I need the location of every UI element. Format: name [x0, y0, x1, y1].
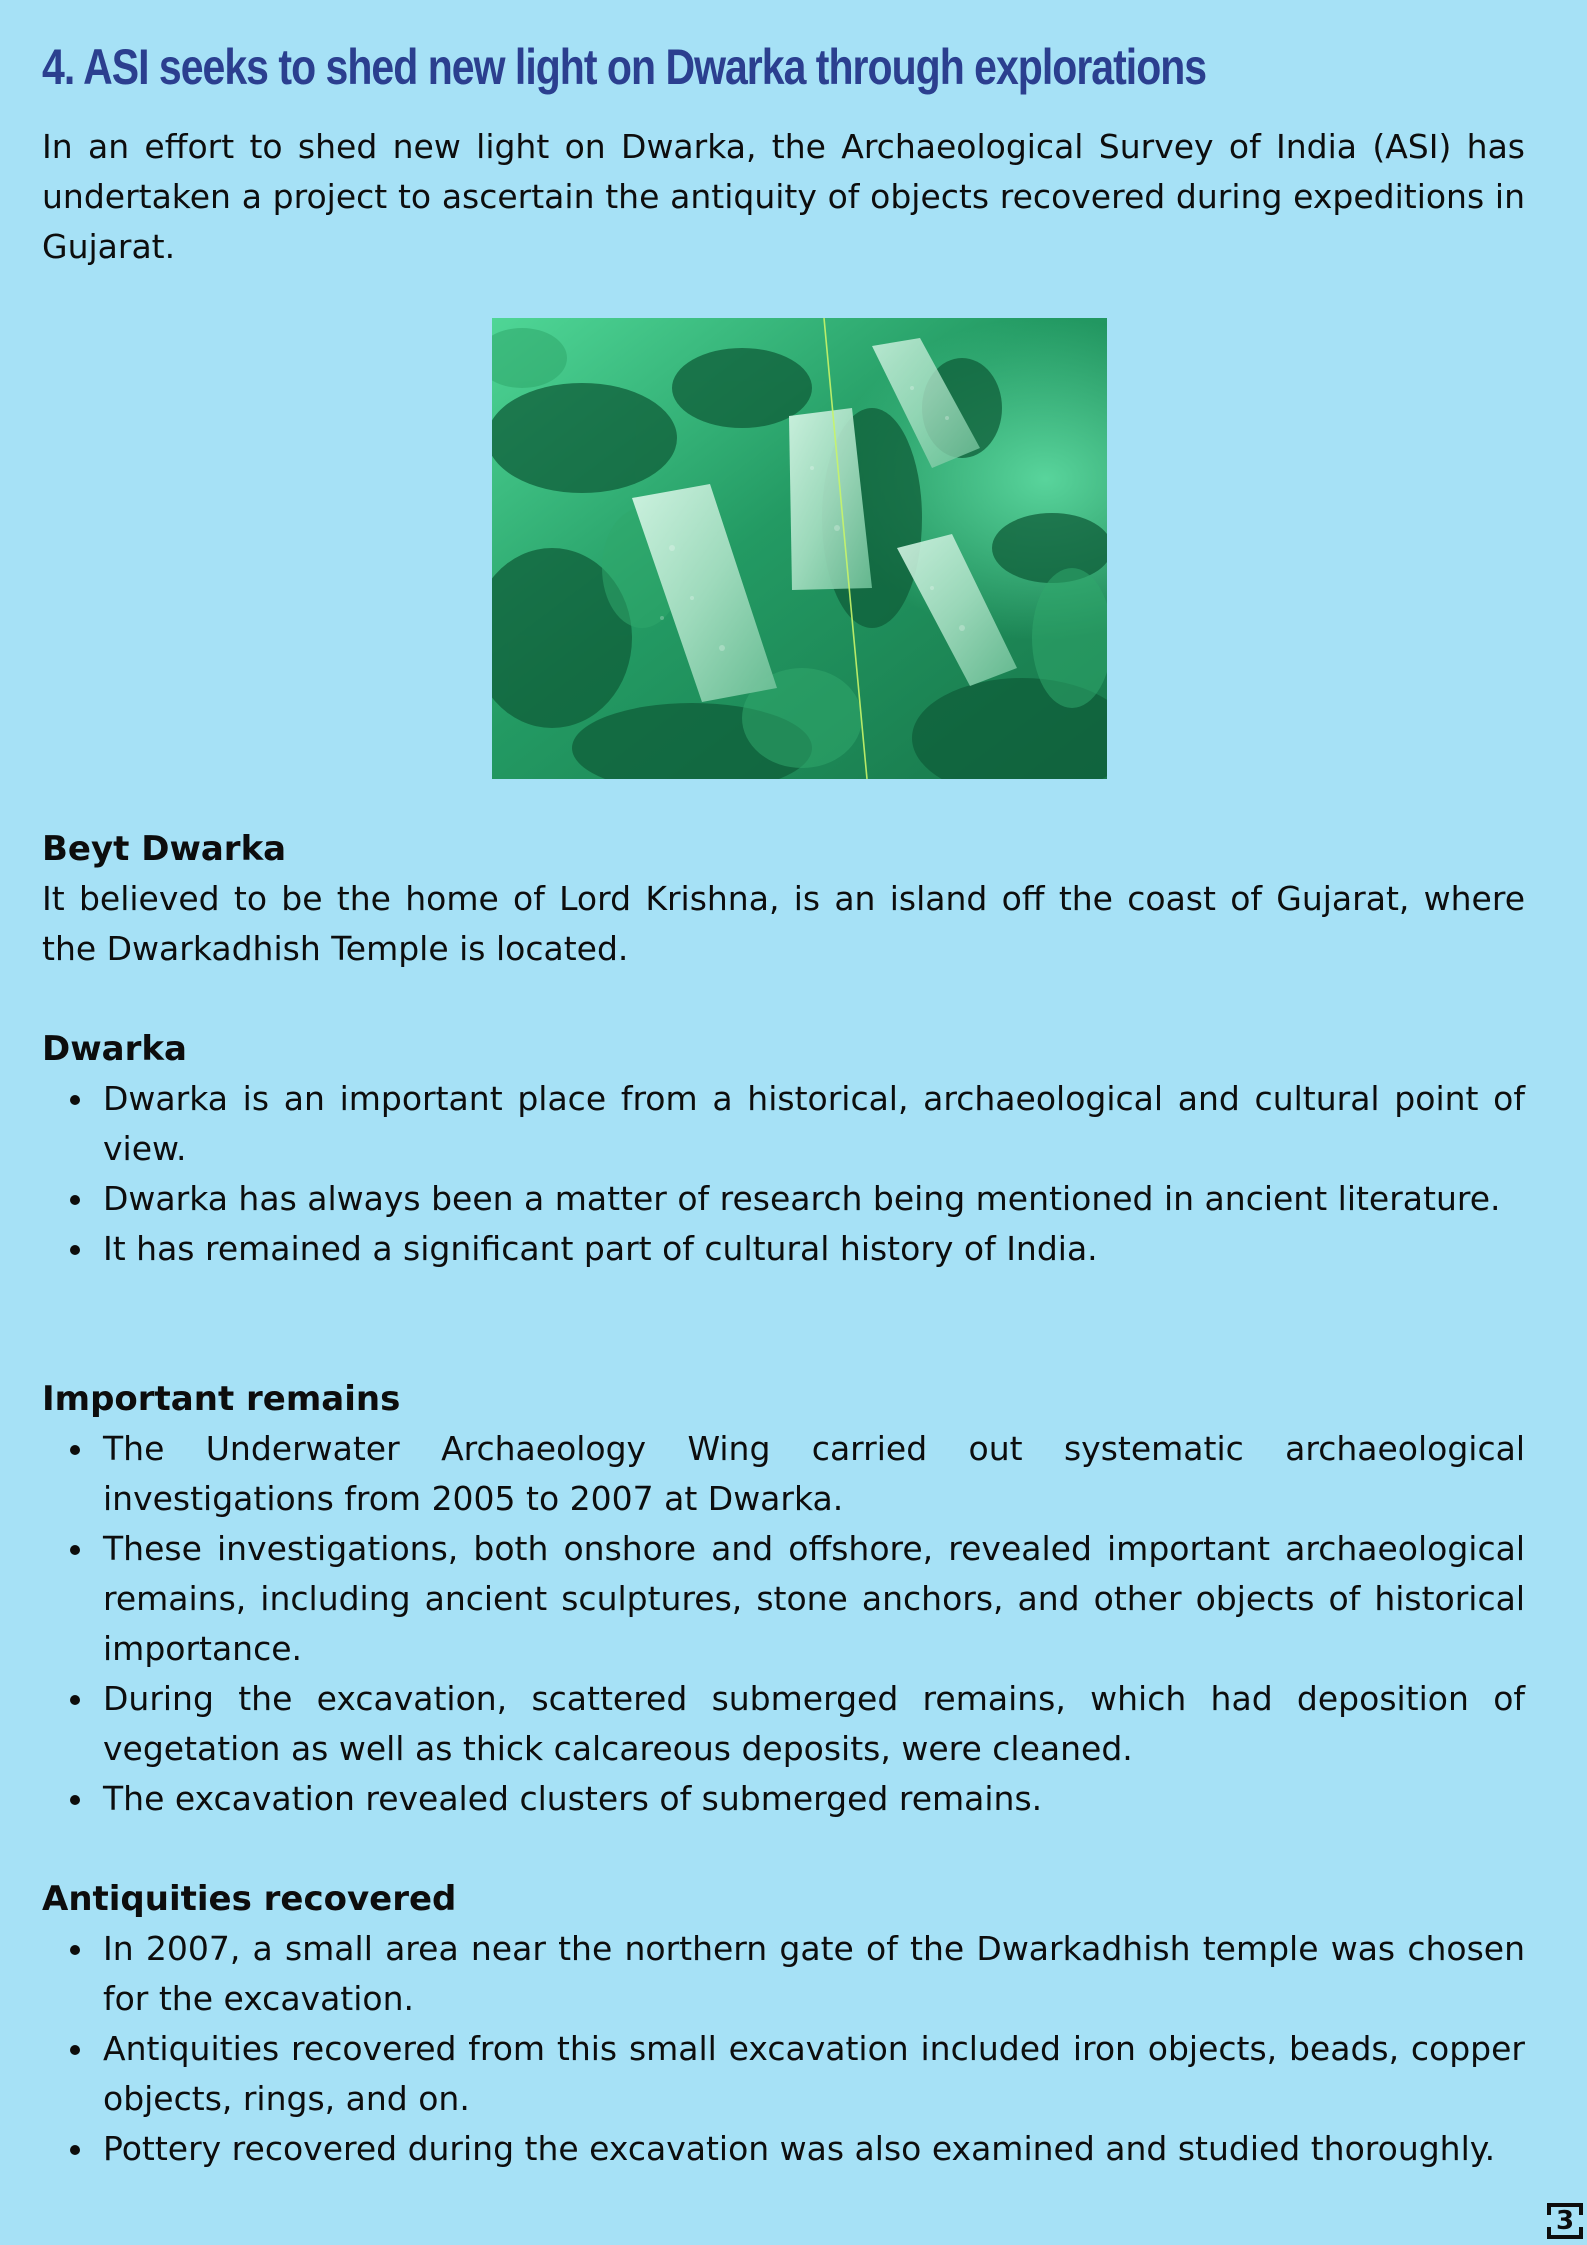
section-heading: Beyt Dwarka — [42, 829, 287, 869]
list-item: Pottery recovered during the excavation was also examined and studied thoroughly. — [42, 2124, 1525, 2174]
list-item: During the excavation, scattered submerged remains, which had deposition of vegetation as well as thick calcareous deposits, were cleaned. — [42, 1674, 1525, 1774]
section-important-remains — [42, 1374, 1525, 1824]
bullet-list — [42, 1424, 1525, 1824]
list-item: These investigations, both onshore and offshore, revealed important archaeological remains, including ancient sculptures, stone anchors, and other objects of historical importance. — [42, 1524, 1525, 1674]
list-item: It has remained a significant part of cultural history of India. — [42, 1224, 1525, 1274]
section-paragraph: It believed to be the home of Lord Krishna, is an island off the coast of Gujarat, where the Dwarkadhish Temple is located. — [42, 879, 1525, 968]
list-item: In 2007, a small area near the northern gate of the Dwarkadhish temple was chosen for the excavation. — [42, 1924, 1525, 2024]
section-heading: Antiquities recovered — [42, 1879, 457, 1919]
intro-paragraph: In an effort to shed new light on Dwarka, the Archaeological Survey of India (ASI) has undertaken a project to ascertain the antiquity of objects recovered during expeditions in Gujarat. — [42, 127, 1525, 266]
bullet-list — [42, 1924, 1525, 2174]
underwater-photo — [492, 318, 1107, 779]
bullet-list — [42, 1074, 1525, 1274]
section-heading: Dwarka — [42, 1029, 187, 1069]
list-item: The excavation revealed clusters of submerged remains. — [42, 1774, 1525, 1824]
page-title: 4. ASI seeks to shed new light on Dwarka through explorations — [42, 39, 1207, 95]
page-number-label: 3 — [1555, 2206, 1575, 2236]
section-beyt-dwarka — [42, 824, 1525, 974]
section-dwarka — [42, 1024, 1525, 1274]
page-number-badge — [1547, 2203, 1583, 2239]
list-item: The Underwater Archaeology Wing carried out systematic archaeological investigations from 2005 to 2007 at Dwarka. — [42, 1424, 1525, 1524]
list-item: Dwarka is an important place from a historical, archaeological and cultural point of view. — [42, 1074, 1525, 1174]
list-item: Antiquities recovered from this small excavation included iron objects, beads, copper objects, rings, and on. — [42, 2024, 1525, 2124]
list-item: Dwarka has always been a matter of research being mentioned in ancient literature. — [42, 1174, 1525, 1224]
section-antiquities-recovered — [42, 1874, 1525, 2174]
section-heading: Important remains — [42, 1379, 401, 1419]
